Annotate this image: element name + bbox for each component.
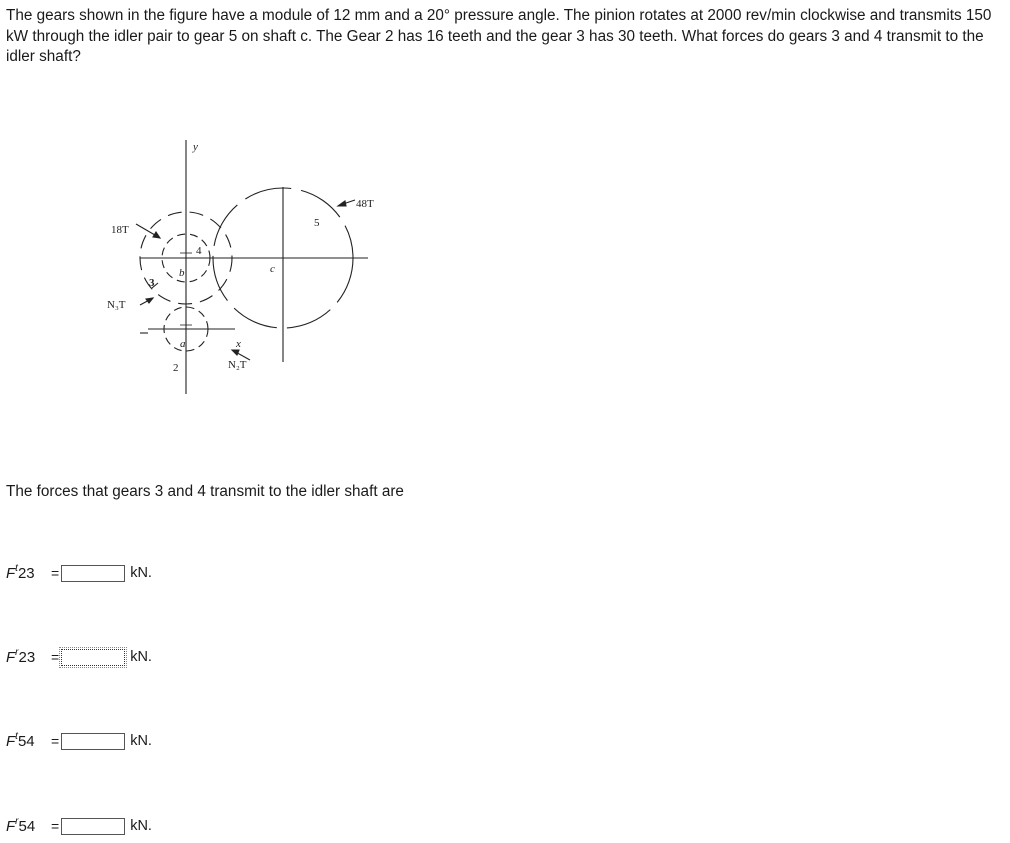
answer-row-fr54: $F^r54$ = kN. — [6, 815, 152, 835]
label-a: a — [180, 338, 186, 350]
ft23-input[interactable] — [61, 565, 125, 582]
ft23-label: $F^t23$ — [6, 562, 35, 582]
question-text: The gears shown in the figure have a module of 12 mm and a 20° pressure angle. The pinion rotates at 2000 rev/min clockwise and transmits 150 kW through the idler pair to gear 5 on shaft c. The Gear 2 has 16 teeth and the gear 3 has 30 teeth. What forces do gears 3 and 4 transmit to the idler shaft? — [6, 7, 992, 65]
answers-prompt: The forces that gears 3 and 4 transmit to the idler shaft are — [6, 483, 404, 500]
fr23-label: $F^r23$ — [6, 646, 36, 666]
label-2: 2 — [173, 362, 179, 374]
fr54-label: $F^r54$ — [6, 815, 36, 835]
label-c: c — [270, 263, 275, 275]
label-x: x — [236, 338, 241, 350]
label-4: 4 — [196, 245, 202, 257]
gear-train-figure — [100, 140, 390, 400]
answer-row-ft23: $F^t23$ = kN. — [6, 562, 152, 582]
fr54-input[interactable] — [61, 818, 125, 835]
label-48T: 48T — [356, 198, 374, 210]
label-N3T: N₃T — [107, 299, 126, 311]
label-y: y — [193, 141, 198, 153]
ft23-unit: kN. — [130, 565, 152, 581]
ft54-label: $F^t54$ — [6, 730, 35, 750]
fr23-input[interactable] — [61, 649, 125, 666]
answer-row-ft54: $F^t54$ = kN. — [6, 730, 152, 750]
label-5: 5 — [314, 217, 320, 229]
ft54-input[interactable] — [61, 733, 125, 750]
fr23-unit: kN. — [130, 649, 152, 665]
ft54-unit: kN. — [130, 733, 152, 749]
label-N2T: N₂T — [228, 359, 247, 371]
fr54-unit: kN. — [130, 818, 152, 834]
label-b: b — [179, 267, 185, 279]
label-3: 3 — [149, 277, 155, 289]
answer-row-fr23: $F^r23$ = kN. — [6, 646, 152, 666]
label-18T: 18T — [111, 224, 129, 236]
